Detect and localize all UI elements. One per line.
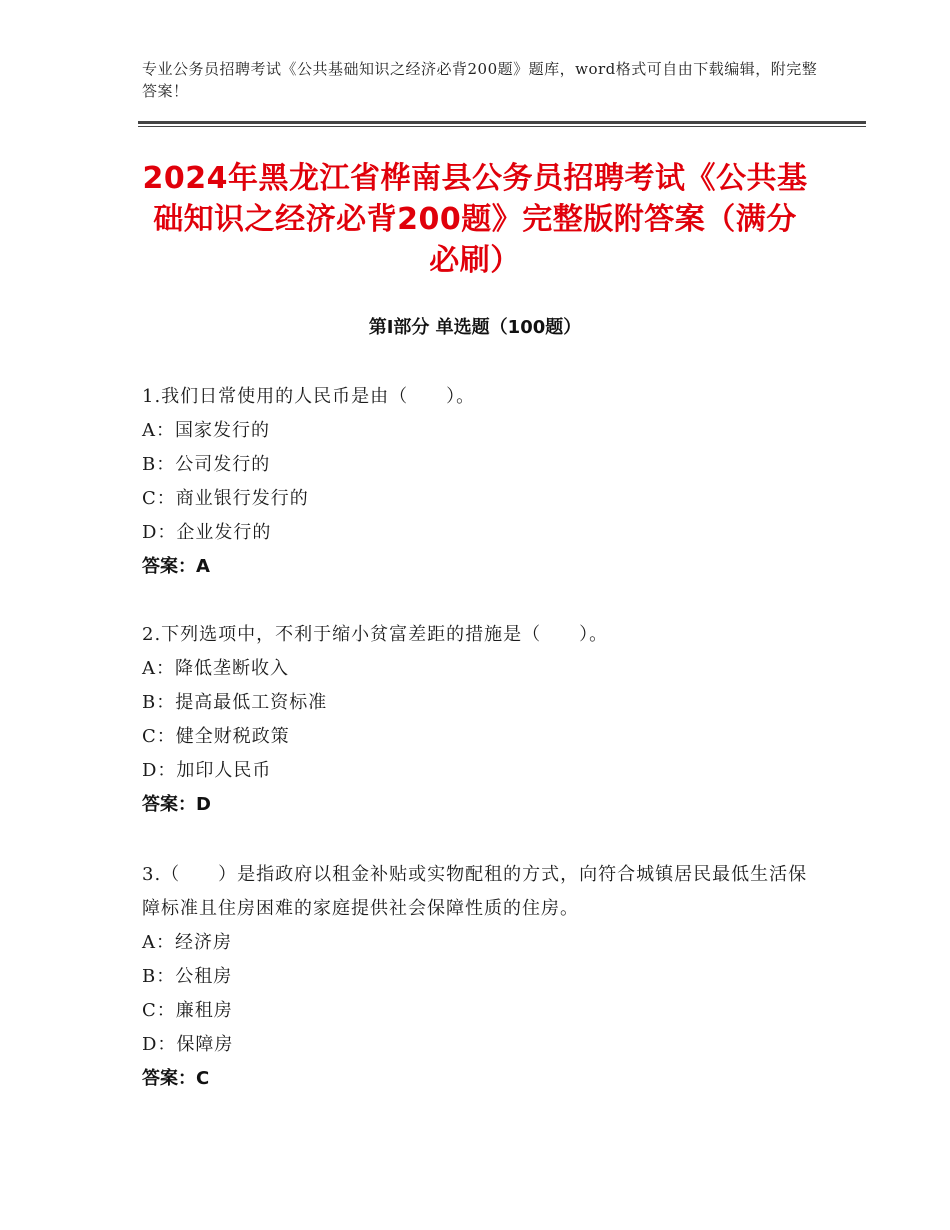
- section-heading: 第Ⅰ部分 单选题（100题）: [368, 317, 582, 338]
- answer-label: 答案：C: [142, 1068, 210, 1089]
- question-stem: 2.下列选项中，不利于缩小贫富差距的措施是（ ）。: [142, 624, 609, 645]
- option-c: C：廉租房: [142, 1000, 233, 1021]
- option-c: C：商业银行发行的: [142, 488, 309, 509]
- option-a: A：降低垄断收入: [142, 658, 289, 679]
- option-d: D：企业发行的: [142, 522, 272, 543]
- option-a: A：国家发行的: [142, 420, 270, 441]
- answer-label: 答案：D: [142, 794, 211, 815]
- question-3: [142, 858, 812, 1096]
- option-b: B：公司发行的: [142, 454, 271, 475]
- option-c: C：健全财税政策: [142, 726, 290, 747]
- question-stem: 1.我们日常使用的人民币是由（ ）。: [142, 386, 476, 407]
- option-b: B：提高最低工资标准: [142, 692, 328, 713]
- header-note: 专业公务员招聘考试《公共基础知识之经济必背200题》题库，word格式可自由下载编辑，附完整答案！: [142, 60, 818, 100]
- question-1: [142, 380, 812, 584]
- header-divider-thin: [138, 126, 866, 127]
- option-a: A：经济房: [142, 932, 232, 953]
- answer-label: 答案：A: [142, 556, 210, 577]
- question-stem: 3.（ ）是指政府以租金补贴或实物配租的方式，向符合城镇居民最低生活保障标准且住房困难的家庭提供社会保障性质的住房。: [142, 864, 808, 919]
- document-title: 2024年黑龙江省桦南县公务员招聘考试《公共基础知识之经济必背200题》完整版附答案（满分必刷）: [142, 161, 808, 278]
- header-divider-thick: [138, 121, 866, 124]
- option-b: B：公租房: [142, 966, 233, 987]
- option-d: D：保障房: [142, 1034, 234, 1055]
- option-d: D：加印人民币: [142, 760, 272, 781]
- question-2: [142, 618, 812, 822]
